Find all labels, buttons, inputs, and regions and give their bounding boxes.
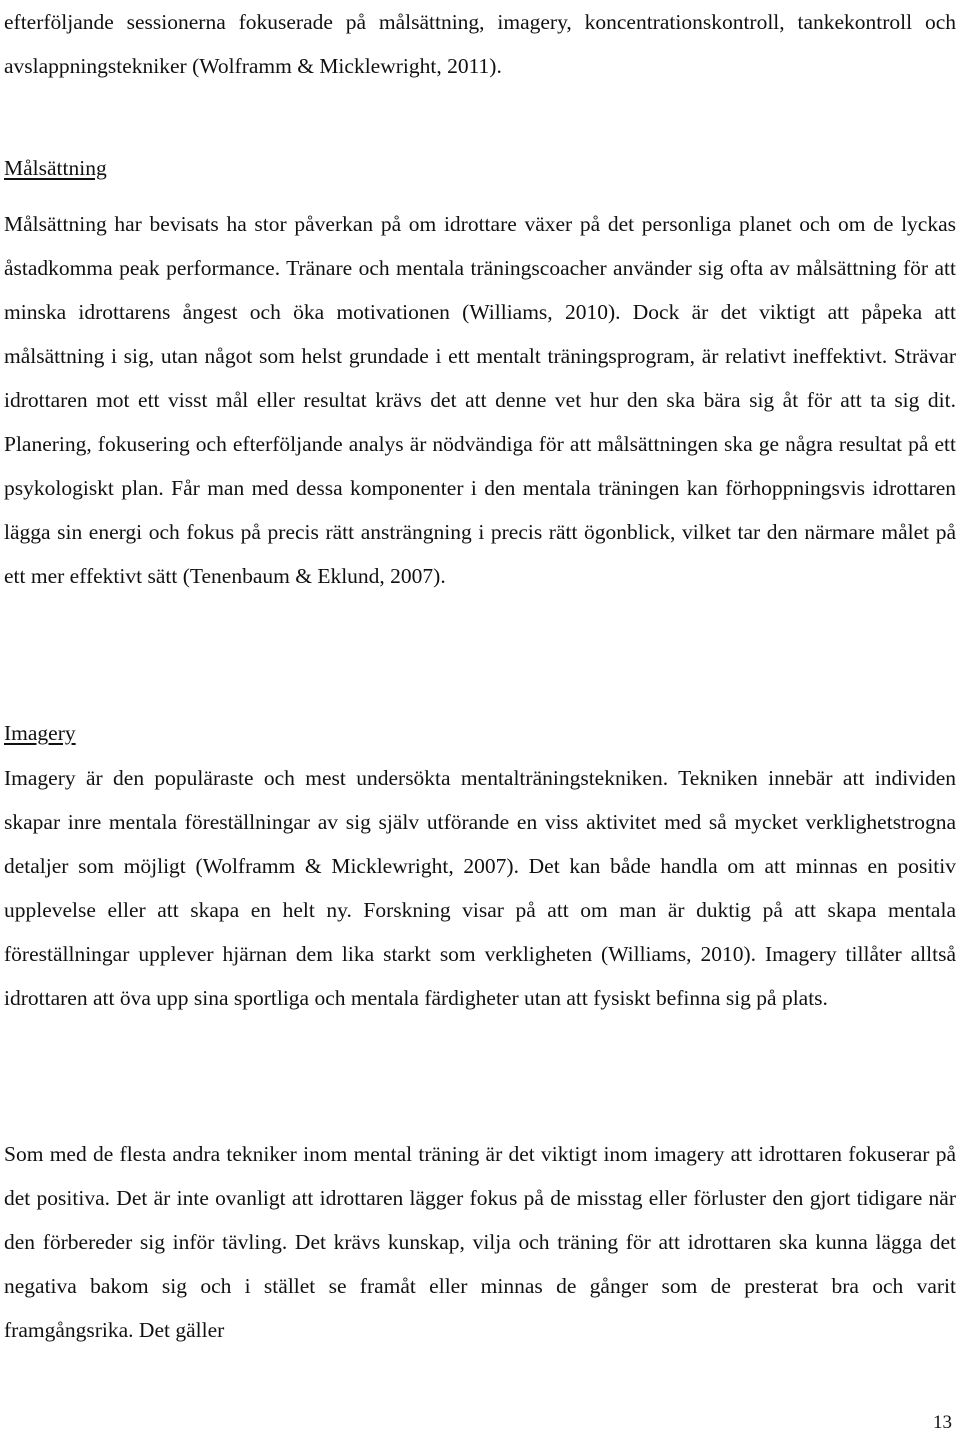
- section-heading-imagery: Imagery: [4, 721, 76, 745]
- intro-paragraph: efterföljande sessionerna fokuserade på målsättning, imagery, koncentrationskontroll, tankekontroll och avslappningstekniker (Wolframm & Micklewright, 2011).: [4, 10, 956, 78]
- section-heading-malsattning: Målsättning: [4, 156, 107, 180]
- page-number: 13: [933, 1412, 952, 1433]
- malsattning-paragraph: Målsättning har bevisats ha stor påverkan på om idrottare växer på det personliga planet och om de lyckas åstadkomma peak performance. Tränare och mentala träningscoacher använder sig ofta av målsättning för att minska idrottarens ångest och öka motivationen (Williams, 2010). Dock är det viktigt att påpeka att målsättning i sig, utan något som helst grundade i ett mentalt träningsprogram, är relativt ineffektivt. Strävar idrottaren mot ett visst mål eller resultat krävs det att denne vet hur den ska bära sig åt för att ta sig dit. Planering, fokusering och efterföljande analys är nödvändiga för att målsättningen ska ge några resultat på ett psykologiskt plan. Får man med dessa komponenter i den mentala träningen kan förhoppningsvis idrottaren lägga sin energi och fokus på precis rätt ansträngning i precis rätt ögonblick, vilket tar den närmare målet på ett mer effektivt sätt (Tenenbaum & Eklund, 2007).: [4, 212, 956, 588]
- imagery-paragraph-1: Imagery är den populäraste och mest undersökta mentalträningstekniken. Tekniken innebär att individen skapar inre mentala föreställningar av sig själv utförande en viss aktivitet med så mycket verklighetstrogna detaljer som möjligt (Wolframm & Micklewright, 2007). Det kan både handla om att minnas en positiv upplevelse eller att skapa en helt ny. Forskning visar på att om man är duktig på att skapa mentala föreställningar upplever hjärnan dem lika starkt som verkligheten (Williams, 2010). Imagery tillåter alltså idrottaren att öva upp sina sportliga och mentala färdigheter utan att fysiskt befinna sig på plats.: [4, 766, 956, 1010]
- imagery-paragraph-2: Som med de flesta andra tekniker inom mental träning är det viktigt inom imagery att idrottaren fokuserar på det positiva. Det är inte ovanligt att idrottaren lägger fokus på de misstag eller förluster den gjort tidigare när den förbereder sig inför tävling. Det krävs kunskap, vilja och träning för att idrottaren ska kunna lägga det negativa bakom sig och i stället se framåt eller minnas de gånger som de presterat bra och varit framgångsrika. Det gäller: [4, 1142, 956, 1342]
